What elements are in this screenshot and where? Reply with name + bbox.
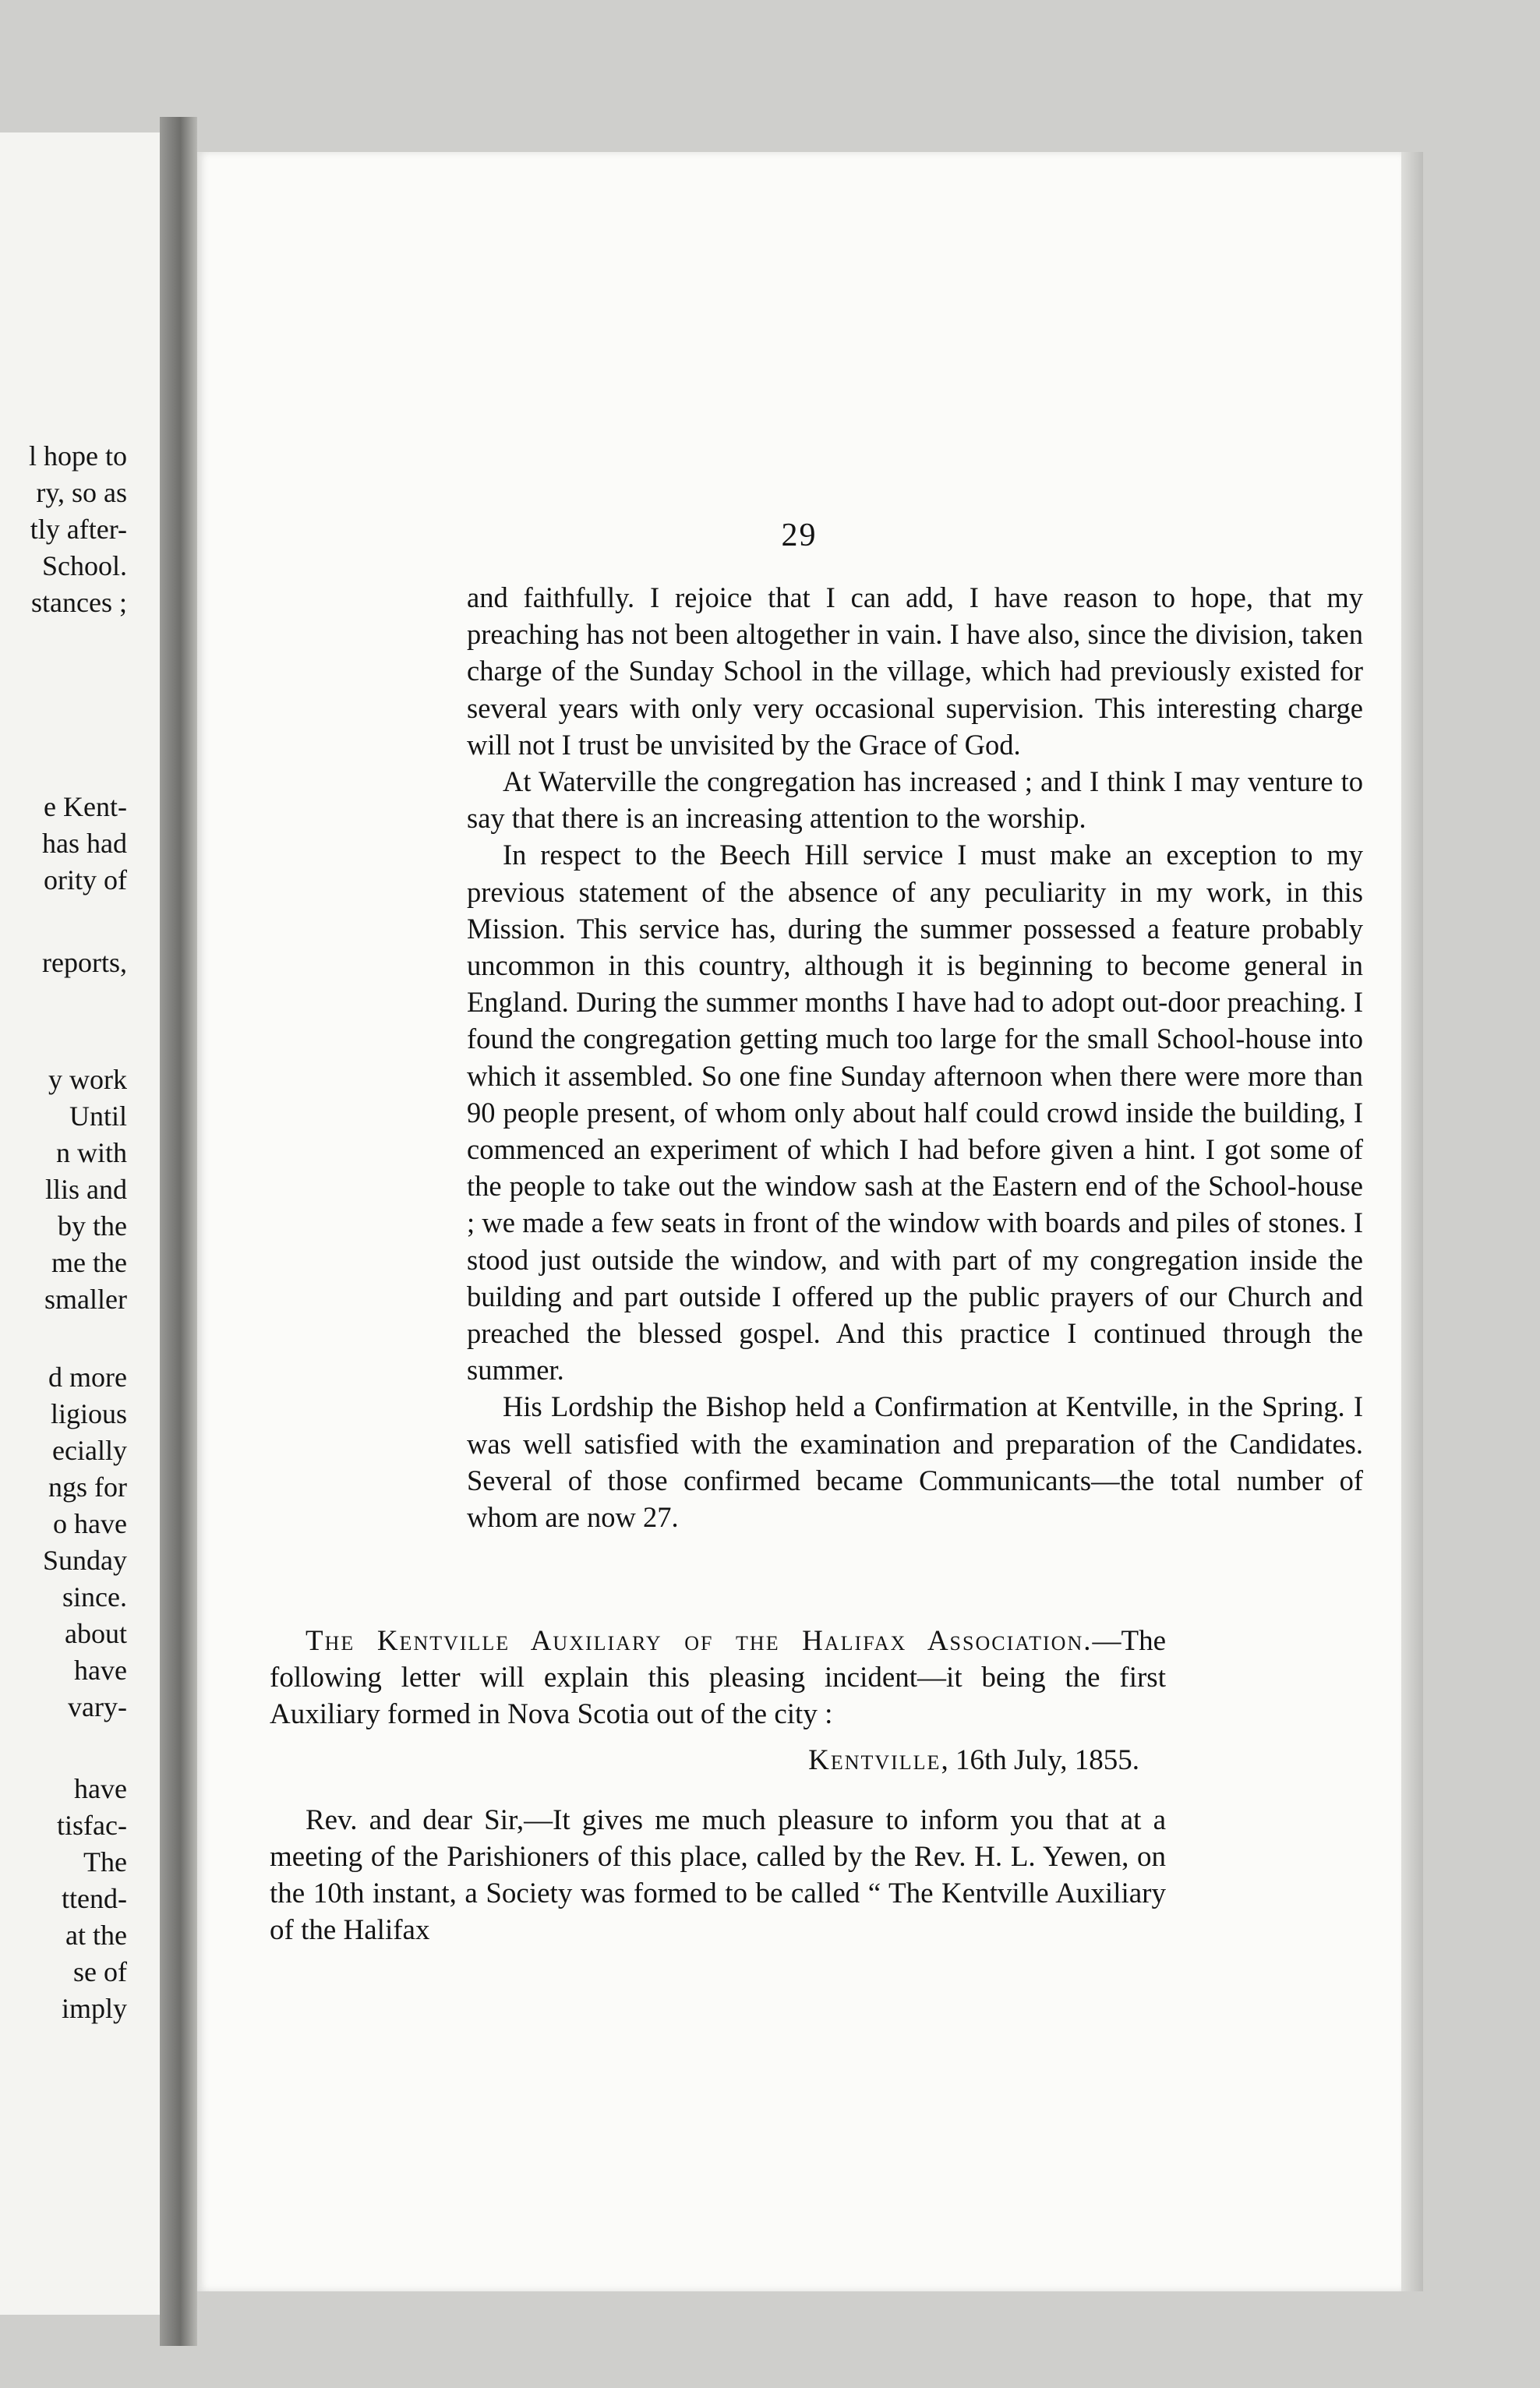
dateline-date: , 16th July, 1855. xyxy=(941,1744,1139,1776)
previous-page-line: have xyxy=(74,1773,127,1804)
previous-page-line: by the xyxy=(58,1210,127,1242)
previous-page-line: ority of xyxy=(44,864,127,896)
paragraph: His Lordship the Bishop held a Confirmation at Kentville, in the Spring. I was well satisfied with the examination and preparation of the Candidates. Several of those confirmed became Communicants—the total number of whom are now 27. xyxy=(467,1390,1363,1534)
paragraph: and faithfully. I rejoice that I can add, I have reason to hope, that my preaching has not been altogether in vain. I have also, since the division, taken charge of the Sunday School in the village, which had previously existed for several years with only very occasional supervision. This interesting charge will not I trust be unvisited by the Grace of God. xyxy=(467,581,1363,761)
previous-page-line: ry, so as xyxy=(36,477,127,508)
previous-page-line: y work xyxy=(48,1064,127,1095)
previous-page-line: smaller xyxy=(44,1284,127,1315)
main-text xyxy=(467,579,1363,1535)
section-intro: —The following letter will explain this pleasing incident—it being the first Auxiliary formed in Nova Scotia out of the city : xyxy=(270,1625,1166,1730)
previous-page-edge xyxy=(0,132,160,2315)
previous-page-line: llis and xyxy=(45,1174,127,1205)
previous-page-line: imply xyxy=(61,1993,127,2024)
previous-page-line: The xyxy=(83,1846,127,1878)
section-intro-paragraph xyxy=(270,1623,1166,1733)
paragraph: In respect to the Beech Hill service I must make an exception to my previous statement of the absence of any peculiarity in my work, in this Mission. This service has, during the summer possessed a feature probably uncommon in this country, although it is beginning to become general in England. During the summer months I have had to adopt out-door preaching. I found the congregation getting much too large for the small School-house into which it assembled. So one fine Sunday afternoon when there were more than 90 people present, of whom only about half could crowd inside the building, I commenced an experiment of which I had before given a hint. I got some of the people to take out the window sash at the Eastern end of the School-house ; we made a few seats in front of the window with boards and piles of stones. I stood just outside the window, and with part of my congregation inside the building and part outside I offered up the public prayers of our Church and preached the blessed gospel. And this practice I continued through the summer. xyxy=(467,839,1363,1387)
previous-page-line: n with xyxy=(55,1137,127,1168)
paragraph: At Waterville the congregation has increased ; and I think I may venture to say that there is an increasing attention to the worship. xyxy=(467,765,1363,835)
previous-page-line: me the xyxy=(51,1247,127,1278)
book-gutter xyxy=(160,117,197,2346)
previous-page-line: e Kent- xyxy=(44,791,127,822)
previous-page-line: ligious xyxy=(50,1398,127,1429)
page-29 xyxy=(197,152,1401,2291)
letter-dateline xyxy=(270,1742,1139,1779)
previous-page-line: d more xyxy=(48,1362,127,1393)
previous-page-line: tisfac- xyxy=(57,1810,127,1841)
previous-page-line: reports, xyxy=(42,947,127,978)
previous-page-line: Sunday xyxy=(43,1545,127,1576)
dateline-place: Kentville xyxy=(808,1744,941,1776)
association-section xyxy=(270,1623,1166,1948)
previous-page-line: l hope to xyxy=(29,440,127,472)
previous-page-line: Until xyxy=(69,1100,127,1132)
previous-page-line: stances ; xyxy=(31,587,127,618)
previous-page-line: se of xyxy=(73,1956,127,1987)
section-heading: The Kentville Auxiliary of the Halifax Association. xyxy=(306,1625,1093,1657)
page-number: 29 xyxy=(781,518,818,553)
previous-page-line: since. xyxy=(62,1581,127,1613)
letter-body: Rev. and dear Sir,—It gives me much pleasure to inform you that at a meeting of the Parishioners of this place, called by the Rev. H. L. Yewen, on the 10th instant, a Society was formed to be called “ The Kentville Auxiliary of the Halifax xyxy=(270,1804,1166,1946)
previous-page-line: ecially xyxy=(52,1435,127,1466)
previous-page-line: School. xyxy=(41,550,127,581)
previous-page-line: tly after- xyxy=(30,514,127,545)
previous-page-line: have xyxy=(74,1655,127,1686)
previous-page-line: at the xyxy=(65,1920,127,1951)
previous-page-line: ngs for xyxy=(48,1471,127,1503)
previous-page-line: about xyxy=(65,1618,127,1649)
page-edge-right xyxy=(1401,152,1423,2291)
previous-page-line: ttend- xyxy=(62,1883,127,1914)
previous-page-line: vary- xyxy=(68,1691,127,1722)
previous-page-line: o have xyxy=(53,1508,127,1539)
previous-page-line: has had xyxy=(42,828,127,859)
